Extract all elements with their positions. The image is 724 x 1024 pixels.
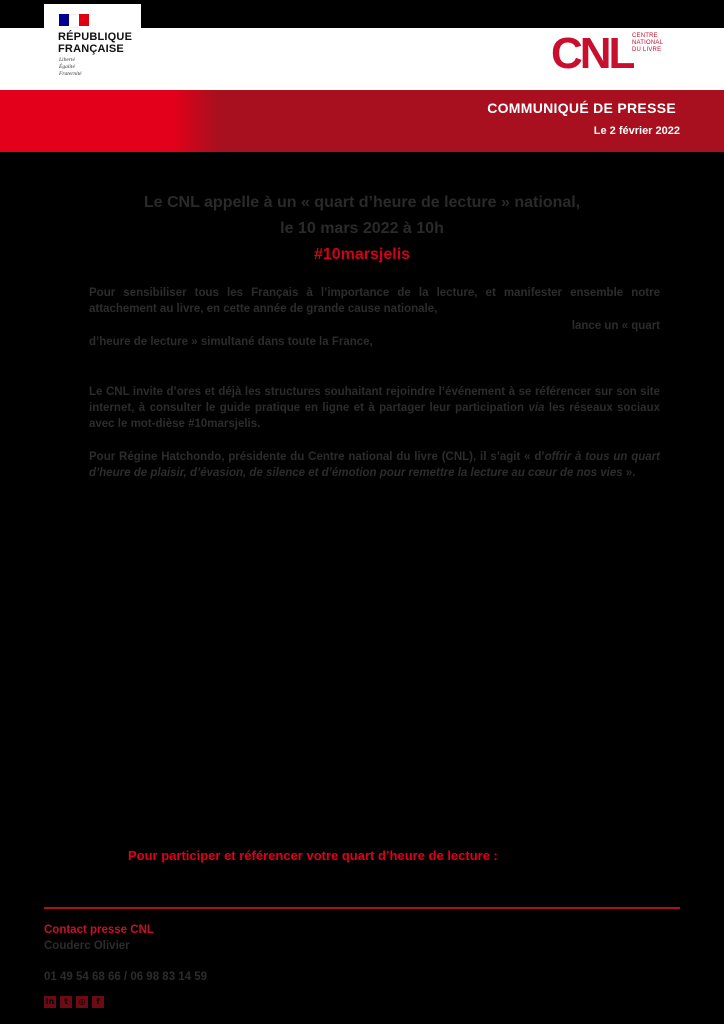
headline-line-2: le 10 mars 2022 à 10h — [280, 220, 444, 237]
french-flag-icon — [59, 14, 89, 26]
rf-motto: Liberté Égalité Fraternité — [59, 57, 82, 77]
rf-name: RÉPUBLIQUE FRANÇAISE — [58, 31, 133, 55]
cnl-logo — [551, 28, 633, 78]
twitter-icon[interactable]: t — [60, 996, 72, 1008]
band-title: COMMUNIQUÉ DE PRESSE — [487, 100, 676, 116]
paragraph-1-end: d’heure de lecture » simultané dans toute la France, — [89, 336, 373, 348]
linkedin-icon[interactable]: in — [45, 997, 55, 1006]
instagram-icon[interactable]: ◎ — [76, 996, 88, 1008]
headline-line-1: Le CNL appelle à un « quart d’heure de lecture » national, — [143, 194, 581, 211]
contact-name: Couderc Olivier — [44, 940, 130, 952]
band-date: Le 2 février 2022 — [593, 125, 680, 137]
paragraph-2: Le CNL invite d’ores et déjà les structures souhaitant rejoindre l’événement à se référencer sur son site internet, à consulter le guide pratique en ligne et à partager leur participation via les réseaux sociaux avec le mot-dièse #10marsjelis. — [89, 386, 660, 430]
facebook-icon[interactable]: f — [92, 996, 104, 1008]
contact-title: Contact presse CNL — [44, 924, 154, 936]
republique-francaise-logo — [44, 4, 141, 90]
footer-divider — [44, 907, 680, 909]
paragraph-1: Pour sensibiliser tous les Français à l’importance de la lecture, et manifester ensemble notre attachement au livre, en cette année de grande cause nationale, — [89, 287, 660, 315]
paragraph-3: Pour Régine Hatchondo, présidente du Centre national du livre (CNL), il s’agit « d’offrir à tous un quart d’heure de plaisir, d’évasion, de silence et d’émotion pour remettre la lecture au cœur de nos vies ». — [89, 451, 660, 479]
headline-hashtag: #10marsjelis — [313, 246, 411, 263]
cnl-logo-text: CNL — [551, 29, 633, 78]
participation-cta: Pour participer et référencer votre quart d’heure de lecture : — [128, 848, 498, 863]
paragraph-1-right: lance un « quart — [571, 320, 660, 332]
social-links — [44, 996, 104, 1008]
cnl-subtitle: CENTRE NATIONAL DU LIVRE — [632, 33, 664, 53]
contact-phone: 01 49 54 68 66 / 06 98 83 14 59 — [44, 971, 208, 983]
